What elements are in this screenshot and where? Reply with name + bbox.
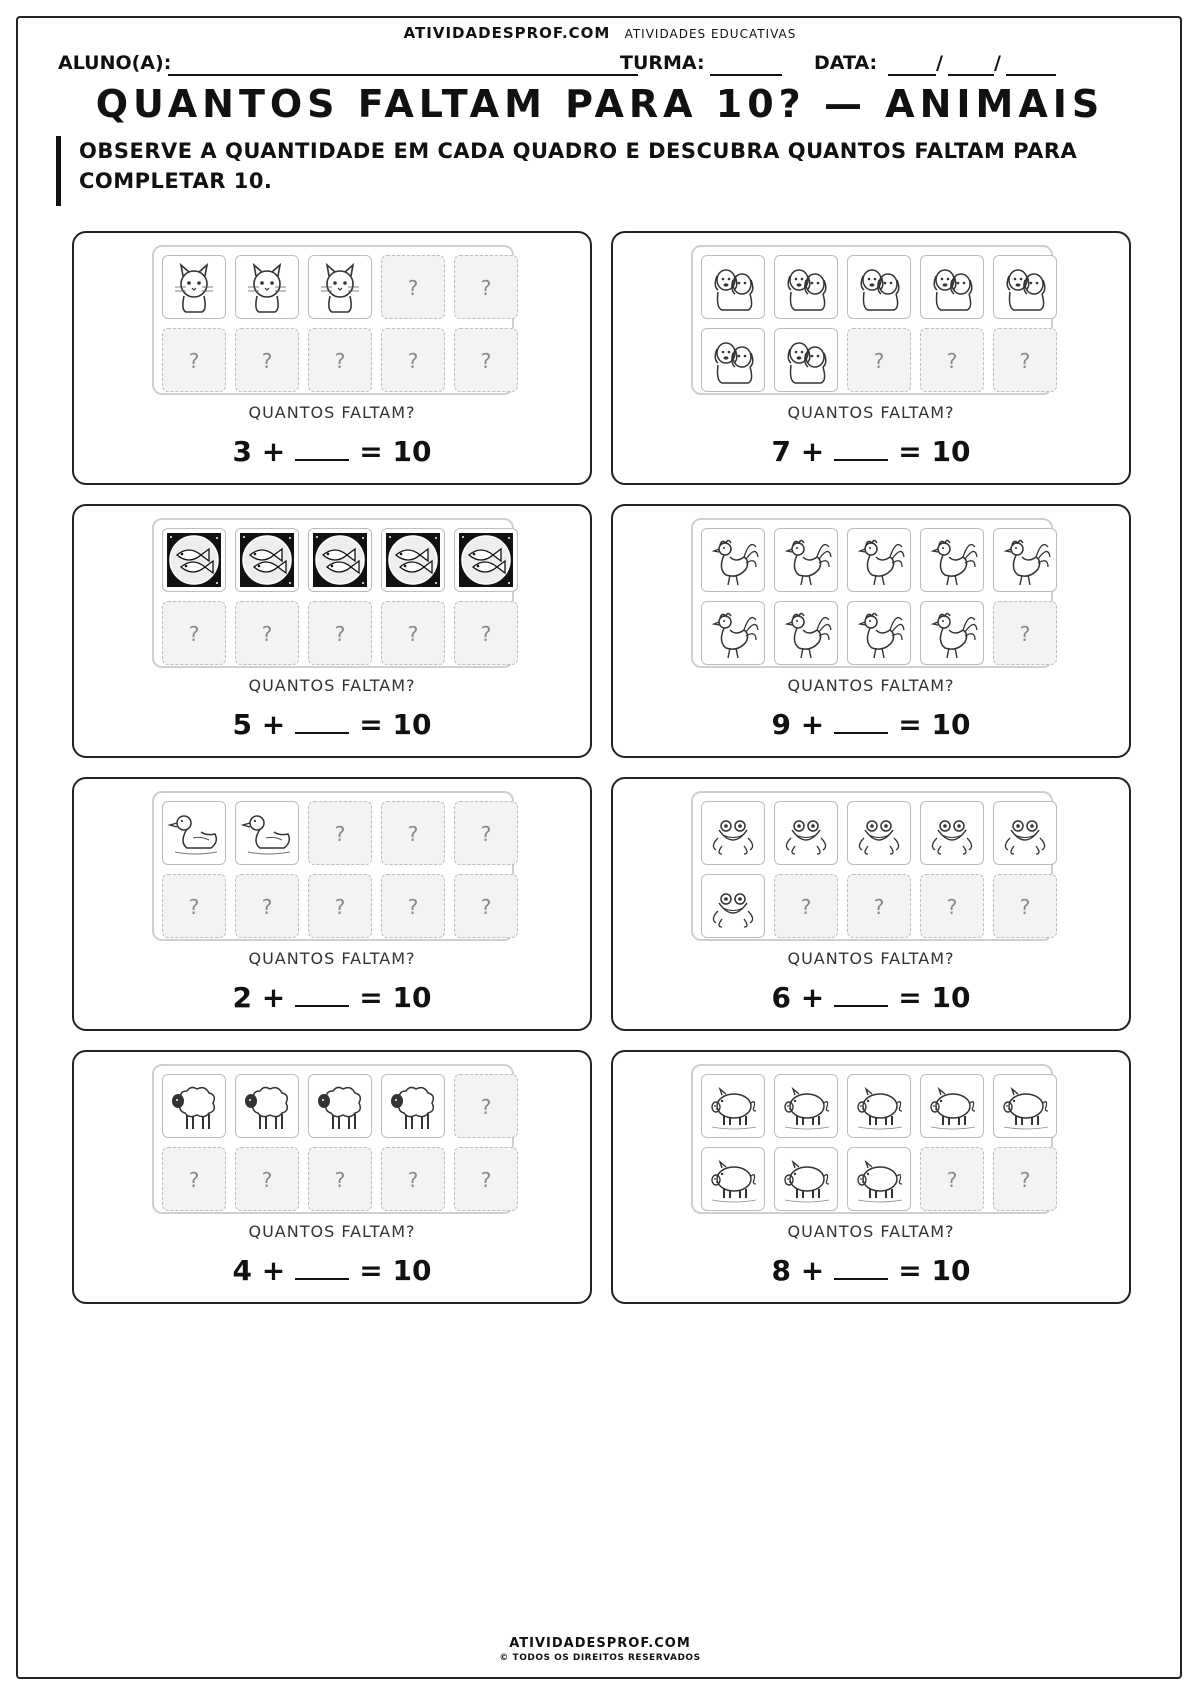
empty-cell bbox=[381, 1147, 445, 1211]
filled-cell bbox=[774, 528, 838, 592]
dog-icon bbox=[779, 260, 833, 314]
equals-total: = 10 bbox=[359, 981, 432, 1014]
rooster-icon bbox=[779, 533, 833, 587]
placeholder-mark: ? bbox=[1019, 622, 1031, 646]
answer-blank[interactable] bbox=[834, 706, 888, 734]
dog-icon bbox=[706, 260, 760, 314]
placeholder-mark: ? bbox=[480, 1095, 492, 1119]
equation bbox=[74, 979, 590, 1014]
placeholder-mark: ? bbox=[1019, 1168, 1031, 1192]
class-label: TURMA: bbox=[620, 52, 705, 74]
filled-cell bbox=[701, 1147, 765, 1211]
dog-icon bbox=[925, 260, 979, 314]
plus-sign: + bbox=[800, 435, 825, 468]
addend: 6 bbox=[771, 981, 792, 1014]
student-name-field[interactable] bbox=[168, 74, 638, 76]
equals-total: = 10 bbox=[359, 708, 432, 741]
sheep-icon bbox=[167, 1079, 221, 1133]
placeholder-mark: ? bbox=[407, 895, 419, 919]
fish-icon bbox=[386, 533, 440, 587]
exercise-card bbox=[72, 504, 592, 758]
empty-cell bbox=[381, 801, 445, 865]
placeholder-mark: ? bbox=[480, 895, 492, 919]
empty-cell bbox=[920, 328, 984, 392]
filled-cell bbox=[235, 801, 299, 865]
exercise-card bbox=[611, 504, 1131, 758]
filled-cell bbox=[162, 801, 226, 865]
placeholder-mark: ? bbox=[946, 1168, 958, 1192]
empty-cell bbox=[235, 328, 299, 392]
filled-cell bbox=[701, 874, 765, 938]
plus-sign: + bbox=[261, 1254, 286, 1287]
frog-icon bbox=[998, 806, 1052, 860]
rooster-icon bbox=[852, 606, 906, 660]
placeholder-mark: ? bbox=[480, 276, 492, 300]
filled-cell bbox=[774, 328, 838, 392]
placeholder-mark: ? bbox=[334, 349, 346, 373]
date-separator: / bbox=[994, 52, 1001, 74]
question-label: QUANTOS FALTAM? bbox=[248, 676, 416, 695]
filled-cell bbox=[920, 255, 984, 319]
equation bbox=[613, 433, 1129, 468]
date-separator: / bbox=[936, 52, 943, 74]
dog-icon bbox=[998, 260, 1052, 314]
placeholder-mark: ? bbox=[188, 895, 200, 919]
empty-cell bbox=[381, 255, 445, 319]
equation bbox=[74, 433, 590, 468]
filled-cell bbox=[162, 1074, 226, 1138]
answer-blank[interactable] bbox=[834, 979, 888, 1007]
placeholder-mark: ? bbox=[800, 895, 812, 919]
filled-cell bbox=[774, 1074, 838, 1138]
footer bbox=[0, 1636, 1200, 1663]
filled-cell bbox=[847, 528, 911, 592]
equals-total: = 10 bbox=[359, 1254, 432, 1287]
equation bbox=[613, 706, 1129, 741]
duck-icon bbox=[167, 806, 221, 860]
answer-blank[interactable] bbox=[834, 433, 888, 461]
answer-blank[interactable] bbox=[295, 433, 349, 461]
site-name: ATIVIDADESPROF.COM bbox=[403, 24, 611, 42]
fish-icon bbox=[459, 533, 513, 587]
filled-cell bbox=[162, 255, 226, 319]
equation bbox=[74, 1252, 590, 1287]
placeholder-mark: ? bbox=[261, 349, 273, 373]
empty-cell bbox=[993, 1147, 1057, 1211]
sheep-icon bbox=[386, 1079, 440, 1133]
filled-cell bbox=[235, 528, 299, 592]
exercise-card bbox=[611, 777, 1131, 1031]
question-label: QUANTOS FALTAM? bbox=[787, 1222, 955, 1241]
ten-frame bbox=[152, 1064, 514, 1214]
frog-icon bbox=[706, 806, 760, 860]
empty-cell bbox=[454, 1147, 518, 1211]
placeholder-mark: ? bbox=[407, 349, 419, 373]
ten-frame bbox=[152, 245, 514, 395]
question-label: QUANTOS FALTAM? bbox=[248, 949, 416, 968]
placeholder-mark: ? bbox=[480, 349, 492, 373]
filled-cell bbox=[847, 601, 911, 665]
date-month-field[interactable] bbox=[948, 74, 994, 76]
placeholder-mark: ? bbox=[480, 1168, 492, 1192]
filled-cell bbox=[993, 1074, 1057, 1138]
sheep-icon bbox=[240, 1079, 294, 1133]
class-field[interactable] bbox=[710, 74, 782, 76]
fish-icon bbox=[313, 533, 367, 587]
exercise-card bbox=[72, 777, 592, 1031]
equals-total: = 10 bbox=[359, 435, 432, 468]
pig-icon bbox=[925, 1079, 979, 1133]
rooster-icon bbox=[925, 606, 979, 660]
placeholder-mark: ? bbox=[407, 1168, 419, 1192]
ten-frame bbox=[691, 791, 1053, 941]
question-label: QUANTOS FALTAM? bbox=[787, 676, 955, 695]
rooster-icon bbox=[998, 533, 1052, 587]
date-year-field[interactable] bbox=[1006, 74, 1056, 76]
empty-cell bbox=[920, 1147, 984, 1211]
placeholder-mark: ? bbox=[261, 895, 273, 919]
equals-total: = 10 bbox=[898, 708, 971, 741]
exercise-card bbox=[611, 231, 1131, 485]
empty-cell bbox=[454, 1074, 518, 1138]
addend: 5 bbox=[232, 708, 253, 741]
filled-cell bbox=[993, 528, 1057, 592]
placeholder-mark: ? bbox=[407, 622, 419, 646]
pig-icon bbox=[998, 1079, 1052, 1133]
filled-cell bbox=[701, 528, 765, 592]
empty-cell bbox=[920, 874, 984, 938]
pig-icon bbox=[852, 1152, 906, 1206]
placeholder-mark: ? bbox=[873, 895, 885, 919]
filled-cell bbox=[847, 1147, 911, 1211]
pig-icon bbox=[852, 1079, 906, 1133]
duck-icon bbox=[240, 806, 294, 860]
placeholder-mark: ? bbox=[188, 349, 200, 373]
equals-total: = 10 bbox=[898, 981, 971, 1014]
empty-cell bbox=[235, 601, 299, 665]
answer-blank[interactable] bbox=[295, 979, 349, 1007]
placeholder-mark: ? bbox=[407, 276, 419, 300]
filled-cell bbox=[701, 1074, 765, 1138]
filled-cell bbox=[920, 1074, 984, 1138]
footer-rights: © TODOS OS DIREITOS RESERVADOS bbox=[499, 1653, 701, 1663]
addend: 2 bbox=[232, 981, 253, 1014]
page-title: QUANTOS FALTAM PARA 10? — ANIMAIS bbox=[95, 82, 1105, 126]
ten-frame bbox=[152, 518, 514, 668]
placeholder-mark: ? bbox=[946, 895, 958, 919]
empty-cell bbox=[454, 874, 518, 938]
filled-cell bbox=[381, 1074, 445, 1138]
placeholder-mark: ? bbox=[946, 349, 958, 373]
filled-cell bbox=[920, 601, 984, 665]
plus-sign: + bbox=[800, 708, 825, 741]
pig-icon bbox=[706, 1079, 760, 1133]
empty-cell bbox=[847, 328, 911, 392]
instructions: OBSERVE A QUANTIDADE EM CADA QUADRO E DESCUBRA QUANTOS FALTAM PARA COMPLETAR 10. bbox=[56, 136, 1136, 206]
empty-cell bbox=[774, 874, 838, 938]
question-label: QUANTOS FALTAM? bbox=[787, 403, 955, 422]
filled-cell bbox=[993, 801, 1057, 865]
empty-cell bbox=[308, 874, 372, 938]
rooster-icon bbox=[779, 606, 833, 660]
addend: 7 bbox=[771, 435, 792, 468]
cat-icon bbox=[240, 260, 294, 314]
exercise-card bbox=[611, 1050, 1131, 1304]
empty-cell bbox=[235, 1147, 299, 1211]
date-label: DATA: bbox=[814, 52, 878, 74]
filled-cell bbox=[993, 255, 1057, 319]
empty-cell bbox=[308, 1147, 372, 1211]
filled-cell bbox=[381, 528, 445, 592]
empty-cell bbox=[162, 1147, 226, 1211]
ten-frame bbox=[691, 518, 1053, 668]
dog-icon bbox=[706, 333, 760, 387]
equation bbox=[613, 979, 1129, 1014]
student-info-row bbox=[58, 52, 1148, 78]
filled-cell bbox=[920, 528, 984, 592]
filled-cell bbox=[235, 255, 299, 319]
placeholder-mark: ? bbox=[188, 1168, 200, 1192]
exercise-card bbox=[72, 1050, 592, 1304]
placeholder-mark: ? bbox=[407, 822, 419, 846]
fish-icon bbox=[240, 533, 294, 587]
filled-cell bbox=[774, 1147, 838, 1211]
equals-total: = 10 bbox=[898, 435, 971, 468]
empty-cell bbox=[308, 601, 372, 665]
filled-cell bbox=[701, 601, 765, 665]
site-header bbox=[0, 24, 1200, 42]
filled-cell bbox=[162, 528, 226, 592]
placeholder-mark: ? bbox=[261, 1168, 273, 1192]
filled-cell bbox=[847, 1074, 911, 1138]
addend: 3 bbox=[232, 435, 253, 468]
frog-icon bbox=[852, 806, 906, 860]
answer-blank[interactable] bbox=[295, 706, 349, 734]
placeholder-mark: ? bbox=[1019, 349, 1031, 373]
pig-icon bbox=[779, 1079, 833, 1133]
rooster-icon bbox=[852, 533, 906, 587]
filled-cell bbox=[235, 1074, 299, 1138]
filled-cell bbox=[847, 801, 911, 865]
empty-cell bbox=[381, 874, 445, 938]
plus-sign: + bbox=[800, 1254, 825, 1287]
placeholder-mark: ? bbox=[873, 349, 885, 373]
answer-blank[interactable] bbox=[834, 1252, 888, 1280]
question-label: QUANTOS FALTAM? bbox=[248, 403, 416, 422]
pig-icon bbox=[779, 1152, 833, 1206]
placeholder-mark: ? bbox=[334, 622, 346, 646]
plus-sign: + bbox=[261, 435, 286, 468]
placeholder-mark: ? bbox=[334, 1168, 346, 1192]
placeholder-mark: ? bbox=[1019, 895, 1031, 919]
sheep-icon bbox=[313, 1079, 367, 1133]
plus-sign: + bbox=[261, 708, 286, 741]
empty-cell bbox=[454, 601, 518, 665]
empty-cell bbox=[454, 328, 518, 392]
empty-cell bbox=[381, 328, 445, 392]
empty-cell bbox=[162, 874, 226, 938]
empty-cell bbox=[454, 255, 518, 319]
placeholder-mark: ? bbox=[480, 622, 492, 646]
empty-cell bbox=[847, 874, 911, 938]
rooster-icon bbox=[925, 533, 979, 587]
empty-cell bbox=[993, 328, 1057, 392]
dog-icon bbox=[852, 260, 906, 314]
placeholder-mark: ? bbox=[261, 622, 273, 646]
filled-cell bbox=[308, 1074, 372, 1138]
filled-cell bbox=[701, 801, 765, 865]
cat-icon bbox=[313, 260, 367, 314]
addend: 8 bbox=[771, 1254, 792, 1287]
addend: 4 bbox=[232, 1254, 253, 1287]
filled-cell bbox=[308, 255, 372, 319]
empty-cell bbox=[308, 328, 372, 392]
empty-cell bbox=[993, 601, 1057, 665]
answer-blank[interactable] bbox=[295, 1252, 349, 1280]
plus-sign: + bbox=[261, 981, 286, 1014]
cat-icon bbox=[167, 260, 221, 314]
dog-icon bbox=[779, 333, 833, 387]
ten-frame bbox=[152, 791, 514, 941]
placeholder-mark: ? bbox=[334, 822, 346, 846]
fish-icon bbox=[167, 533, 221, 587]
exercise-card bbox=[72, 231, 592, 485]
ten-frame bbox=[691, 1064, 1053, 1214]
rooster-icon bbox=[706, 606, 760, 660]
equation bbox=[613, 1252, 1129, 1287]
filled-cell bbox=[454, 528, 518, 592]
filled-cell bbox=[701, 255, 765, 319]
question-label: QUANTOS FALTAM? bbox=[787, 949, 955, 968]
rooster-icon bbox=[706, 533, 760, 587]
ten-frame bbox=[691, 245, 1053, 395]
empty-cell bbox=[235, 874, 299, 938]
plus-sign: + bbox=[800, 981, 825, 1014]
equals-total: = 10 bbox=[898, 1254, 971, 1287]
placeholder-mark: ? bbox=[480, 822, 492, 846]
frog-icon bbox=[779, 806, 833, 860]
filled-cell bbox=[774, 255, 838, 319]
question-label: QUANTOS FALTAM? bbox=[248, 1222, 416, 1241]
filled-cell bbox=[920, 801, 984, 865]
filled-cell bbox=[774, 601, 838, 665]
empty-cell bbox=[993, 874, 1057, 938]
filled-cell bbox=[701, 328, 765, 392]
frog-icon bbox=[706, 879, 760, 933]
pig-icon bbox=[706, 1152, 760, 1206]
placeholder-mark: ? bbox=[334, 895, 346, 919]
filled-cell bbox=[847, 255, 911, 319]
empty-cell bbox=[381, 601, 445, 665]
empty-cell bbox=[162, 601, 226, 665]
empty-cell bbox=[162, 328, 226, 392]
footer-site: ATIVIDADESPROF.COM bbox=[509, 1636, 691, 1651]
equation bbox=[74, 706, 590, 741]
frog-icon bbox=[925, 806, 979, 860]
empty-cell bbox=[454, 801, 518, 865]
placeholder-mark: ? bbox=[188, 622, 200, 646]
filled-cell bbox=[308, 528, 372, 592]
site-subtitle: ATIVIDADES EDUCATIVAS bbox=[624, 27, 797, 41]
empty-cell bbox=[308, 801, 372, 865]
addend: 9 bbox=[771, 708, 792, 741]
student-label: ALUNO(A): bbox=[58, 52, 172, 74]
filled-cell bbox=[774, 801, 838, 865]
date-day-field[interactable] bbox=[888, 74, 936, 76]
